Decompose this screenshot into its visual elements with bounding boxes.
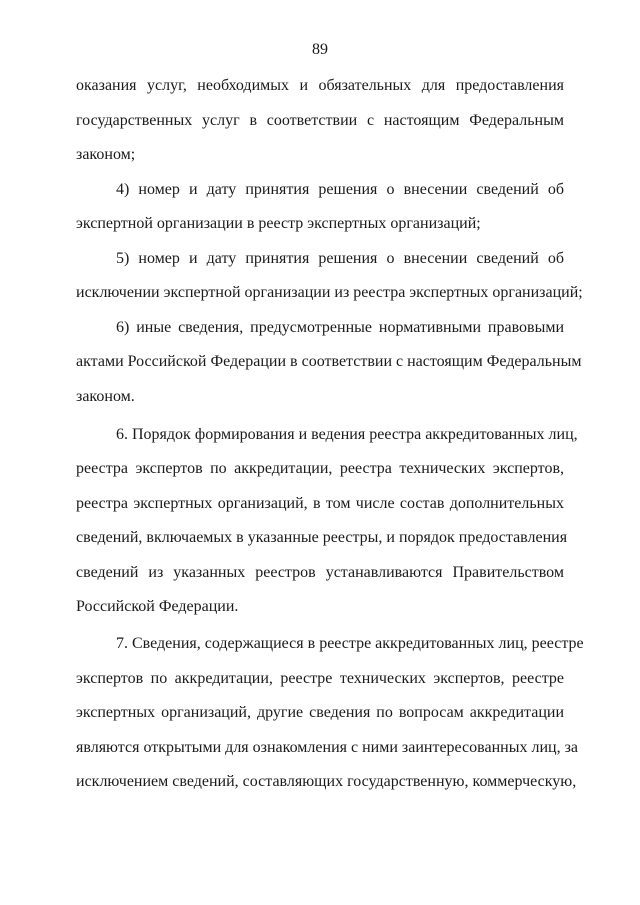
text-line: исключении экспертной организации из реестра экспертных организаций; (76, 284, 583, 301)
text-line: Российской Федерации. (76, 598, 239, 615)
text-line: государственных услуг в соответствии с настоящим Федеральным (76, 112, 564, 129)
text-line: 6. Порядок формирования и ведения реестра аккредитованных лиц, (116, 426, 578, 443)
text-line: актами Российской Федерации в соответствии с настоящим Федеральным (76, 353, 582, 370)
text-line: экспертной организации в реестр экспертных организаций; (76, 215, 481, 232)
text-line: 7. Сведения, содержащиеся в реестре аккредитованных лиц, реестре (116, 635, 584, 652)
text-line: законом. (76, 388, 135, 405)
text-line: сведений, включаемых в указанные реестры, и порядок предоставления (76, 529, 568, 546)
text-line: являются открытыми для ознакомления с ними заинтересованных лиц, за (76, 739, 578, 756)
text-line: экспертных организаций, другие сведения по вопросам аккредитации (76, 704, 564, 721)
text-line: оказания услуг, необходимых и обязательных для предоставления (76, 77, 564, 94)
text-line: исключением сведений, составляющих государственную, коммерческую, (76, 773, 577, 790)
text-line: 6) иные сведения, предусмотренные нормативными правовыми (116, 319, 564, 336)
text-line: реестра экспертных организаций, в том числе состав дополнительных (76, 495, 564, 512)
text-line: реестра экспертов по аккредитации, реестра технических экспертов, (76, 460, 564, 477)
page-number: 89 (312, 41, 328, 58)
text-line: 4) номер и дату принятия решения о внесении сведений об (116, 181, 564, 198)
text-line: сведений из указанных реестров устанавливаются Правительством (76, 564, 564, 581)
text-line: законом; (76, 146, 136, 163)
text-line: 5) номер и дату принятия решения о внесении сведений об (116, 250, 564, 267)
text-line: экспертов по аккредитации, реестре технических экспертов, реестре (76, 670, 564, 687)
